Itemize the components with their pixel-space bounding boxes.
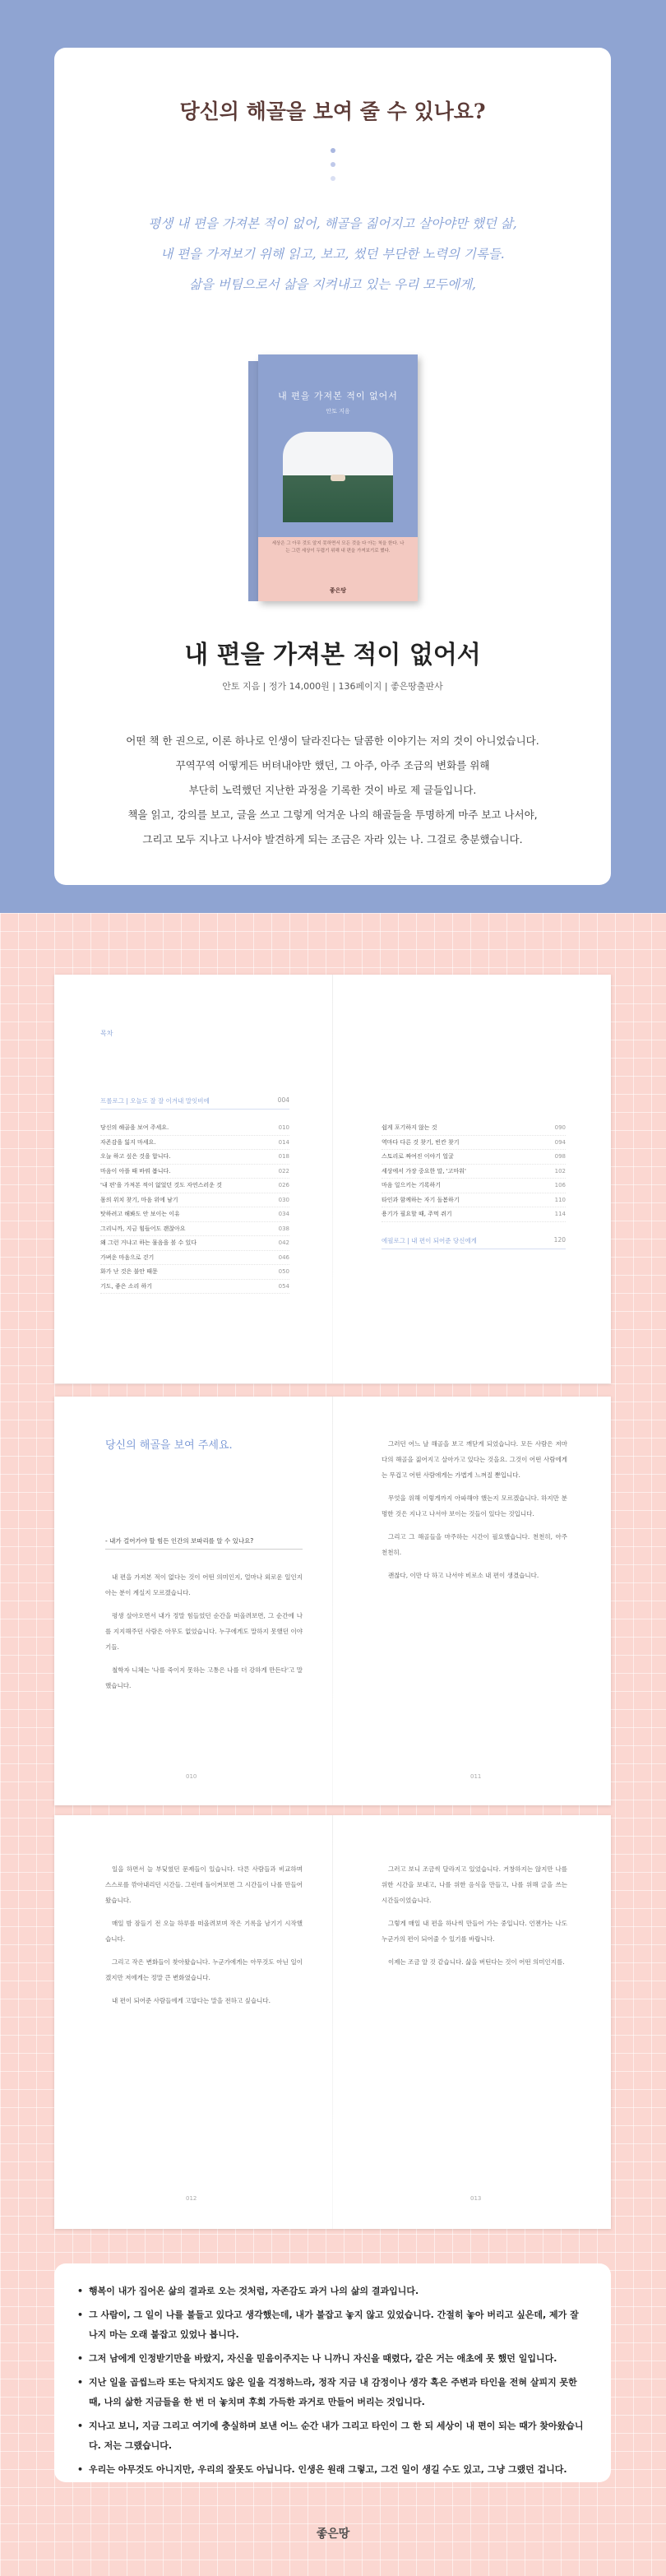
toc-item	[382, 1165, 566, 1179]
toc-item-title: 탓하려고 해봐도 안 보이는 이유	[100, 1211, 180, 1217]
chapter-title: 당신의 해골을 보여 주세요.	[105, 1439, 233, 1452]
toc-item	[100, 1165, 289, 1179]
cover-publisher: 좋은땅	[329, 587, 347, 594]
page-number: 011	[470, 1773, 482, 1780]
description-line: 그리고 모두 지나고 나서야 발견하게 되는 조금은 자라 있는 나. 그걸로 충분했습니다.	[142, 833, 523, 846]
toc-item-title: '내 편'을 가져본 적이 없었던 것도 자연스러운 것	[100, 1182, 222, 1188]
description-line: 책을 읽고, 강의를 보고, 글을 쓰고 그렇게 억겨운 나의 해골들을 투명하게 마주 보고 나서야,	[127, 808, 538, 821]
toc-item-page: 106	[554, 1182, 566, 1188]
paragraph: 그러던 어느 날 해골을 보고 깨닫게 되었습니다. 모든 사람은 저마다의 해골을 짊어지고 살아가고 있다는 것을요. 그것이 어떤 사람에게는 무겁고 어떤 사람에게는 가볍게 느껴질 뿐입니다.	[382, 1440, 567, 1479]
toc-item	[100, 1121, 289, 1136]
toc-part-title: 프롤로그 | 오늘도 잘 잘 이겨내 말잇비에	[100, 1097, 210, 1105]
page-gutter	[332, 1815, 333, 2229]
highlight-item: • 그저 남에게 인정받기만을 바랐지, 자신을 믿음이주지는 나 니까니 자신을 때렸다, 같은 거는 애초에 못 했던 일입니다.	[77, 2349, 588, 2369]
cover-title: 내 편을 가져본 적이 없어서	[278, 391, 398, 401]
highlight-item: • 우리는 아무것도 아니지만, 우리의 잘못도 아닙니다. 인생은 원래 그렇고, 그건 일이 생길 수도 있고, 그냥 그랬던 겁니다.	[77, 2460, 588, 2480]
highlight-list	[77, 2282, 588, 2480]
paragraph: 내 편을 가져본 적이 없다는 것이 어떤 의미인지, 얼마나 외로운 일인지 아는 분이 계실지 모르겠습니다.	[105, 1573, 303, 1596]
paragraph: 매일 밤 잠들기 전 오늘 하루를 떠올려보며 작은 기록을 남기기 시작했습니다.	[105, 1920, 303, 1943]
quote-line: 내 편을 가져보기 위해 읽고, 보고, 썼던 부단한 노력의 기록들.	[160, 247, 505, 262]
page-spread-preview	[54, 1815, 611, 2229]
toc-item-title: 오늘 하고 싶은 것을 합니다.	[100, 1153, 171, 1160]
toc-item-title: 그리니까, 지금 힘들어도 괜찮아요	[100, 1225, 186, 1232]
toc-item-page: 094	[554, 1138, 566, 1146]
toc-item	[100, 1193, 289, 1208]
toc-part-page: 120	[553, 1236, 566, 1244]
toc-part-title: 에필로그 | 내 편이 되어준 당신에게	[382, 1237, 477, 1244]
toc-item-title: 용기가 필요할 때, 주먹 쥐기	[382, 1211, 452, 1217]
toc-list-left	[100, 1121, 289, 1294]
dot-icon	[331, 148, 335, 153]
toc-item-page: 114	[554, 1211, 566, 1217]
toc-item-title: 당신의 해골을 보여 주세요.	[100, 1124, 169, 1131]
toc-item-page: 018	[278, 1153, 289, 1160]
paragraph: 철학자 니체는 '나를 죽이지 못하는 고통은 나를 더 강하게 만든다'고 말했습니다.	[105, 1666, 303, 1689]
toc-item-page: 110	[554, 1196, 566, 1203]
toc-item-page: 026	[278, 1182, 289, 1188]
hero-title: 당신의 해골을 보여 줄 수 있나요?	[179, 100, 486, 123]
publisher-logo: 좋은땅	[316, 2527, 350, 2541]
cover-illustration	[283, 432, 393, 522]
highlight-item: • 행복이 내가 집어온 삶의 결과로 오는 것처럼, 자존감도 과거 나의 삶의 결과입니다.	[77, 2282, 588, 2301]
page-number: 010	[186, 1773, 197, 1780]
book-info-card	[54, 48, 611, 885]
right-page-text	[382, 1861, 567, 1977]
toc-item-page: 038	[278, 1225, 289, 1232]
toc-item-page: 050	[278, 1268, 289, 1275]
description-line: 어떤 책 한 권으로, 이론 하나로 인생이 달라진다는 달콤한 이야기는 저의 것이 아니었습니다.	[126, 734, 539, 747]
toc-item-page: 014	[278, 1138, 289, 1146]
toc-part-epilogue	[382, 1236, 566, 1249]
toc-item	[382, 1207, 566, 1222]
toc-item-title: 세상에서 가장 중요한 말, '고마워'	[382, 1167, 466, 1174]
person-icon	[331, 475, 345, 481]
toc-item-page: 102	[554, 1167, 566, 1174]
toc-item-title: 역마다 다른 것 찾기, 빈칸 찾기	[382, 1138, 460, 1146]
highlight-item: • 지나고 보니, 지금 그리고 여기에 충실하며 보낸 어느 순간 내가 그리고 타인이 그 한 되 세상이 내 편이 되는 때가 찾아왔습니다. 저는 그랬습니다.	[77, 2416, 588, 2456]
hero-quote	[54, 209, 611, 300]
book-cover	[248, 354, 418, 601]
toc-item	[100, 1236, 289, 1251]
toc-item-title: 가벼운 마음으로 걷기	[100, 1253, 155, 1261]
paragraph: 일을 하면서 늘 부딪혔던 문제들이 있습니다. 다른 사람들과 비교하며 스스로를 깎아내리던 시간들. 그런데 돌이켜보면 그 시간들이 나를 만들어 왔습니다.	[105, 1865, 303, 1904]
paragraph: 이제는 조금 알 것 같습니다. 삶을 버틴다는 것이 어떤 의미인지를.	[388, 1958, 565, 1966]
toc-item-title: 기도, 좋은 소리 하기	[100, 1282, 152, 1290]
toc-item-title: 자존감을 잃지 마세요.	[100, 1138, 156, 1146]
page-gutter	[332, 975, 333, 1383]
left-page-text	[105, 1569, 303, 1701]
toc-item	[382, 1179, 566, 1193]
highlight-item: • 지난 일을 곱씹느라 또는 닥치지도 않은 일을 걱정하느라, 정작 지금 내 감정이나 생각 혹은 주변과 타인을 전혀 살피지 못한 때, 나의 삶한 지금들을 한 번 더 놓치며 후회 가득한 과거로 만들어 버리는 것입니다.	[77, 2373, 588, 2412]
toc-item-page: 046	[278, 1253, 289, 1261]
paragraph: 그리고 작은 변화들이 찾아왔습니다. 누군가에게는 아무것도 아닌 일이겠지만 저에게는 정말 큰 변화였습니다.	[105, 1958, 303, 1981]
paragraph: 내 편이 되어준 사람들에게 고맙다는 말을 전하고 싶습니다.	[112, 1997, 271, 2004]
toc-item-title: 화가 난 것은 불안 때문	[100, 1268, 158, 1275]
toc-item	[100, 1136, 289, 1151]
toc-label: 목차	[100, 1030, 113, 1037]
toc-item	[382, 1150, 566, 1165]
toc-item-title: 몸의 위치 찾기, 마음 위에 남기	[100, 1196, 178, 1203]
toc-item-page: 022	[278, 1167, 289, 1174]
book-meta: 안토 지음 | 정가 14,000원 | 136페이지 | 좋은땅출판사	[222, 681, 443, 692]
page-number: 013	[470, 2195, 482, 2202]
toc-item-title: 마음 일으키는 기록하기	[382, 1182, 442, 1188]
toc-item-title: 마음이 아플 때 바꿔 봅니다.	[100, 1167, 171, 1174]
quote-line: 평생 내 편을 가져본 적이 없어, 해골을 짊어지고 살아야만 했던 삶,	[148, 216, 517, 231]
toc-item	[100, 1150, 289, 1165]
toc-item	[382, 1136, 566, 1151]
toc-item-page: 098	[554, 1153, 566, 1160]
page-gutter	[332, 1397, 333, 1805]
toc-item-page: 054	[278, 1282, 289, 1290]
highlight-quotes	[54, 2263, 611, 2482]
toc-item-page: 090	[554, 1124, 566, 1131]
toc-item	[100, 1207, 289, 1222]
dot-icon	[331, 162, 335, 167]
book-front	[258, 354, 418, 601]
toc-item	[382, 1193, 566, 1208]
toc-item	[382, 1121, 566, 1136]
toc-item	[100, 1280, 289, 1295]
description-line: 꾸역꾸역 어떻게든 버텨내야만 했던, 그 아주, 아주 조금의 변화를 위해	[175, 759, 490, 771]
toc-item-page: 042	[278, 1239, 289, 1246]
paragraph: 괜찮다, 이만 다 하고 나서야 비로소 내 편이 생겼습니다.	[388, 1572, 539, 1579]
book-title: 내 편을 가져본 적이 없어서	[184, 641, 481, 669]
cover-blurb: 세상은 그 아무 것도 알지 못하면서 모든 것을 다 아는 척을 한다. 나는 그런 세상이 두렵기 위해 내 편을 가져보기로 했다.	[271, 541, 405, 554]
paragraph: 그러고 보니 조금씩 달라지고 있었습니다. 거창하지는 않지만 나를 위한 시간을 보내고, 나를 위한 음식을 만들고, 나를 위해 글을 쓰는 시간들이었습니다.	[382, 1865, 567, 1904]
toc-part-page: 004	[277, 1096, 289, 1104]
right-page-text	[382, 1436, 567, 1591]
toc-item-title: 왜 그런 거냐고 하는 물음을 볼 수 있다	[100, 1239, 197, 1246]
cover-author: 안토 지음	[326, 408, 350, 415]
toc-preview	[54, 975, 611, 1383]
paragraph: 무엇을 위해 이렇게까지 아파해야 했는지 모르겠습니다. 하지만 분명한 것은 지나고 나서야 보이는 것들이 있다는 것입니다.	[382, 1494, 567, 1517]
dot-icon	[331, 176, 335, 181]
paragraph: 그리고 그 해골들을 마주하는 시간이 필요했습니다. 천천히, 아주 천천히.	[382, 1533, 567, 1556]
quote-line: 삶을 버팀으로서 삶을 지켜내고 있는 우리 모두에게,	[189, 277, 476, 292]
page-number: 012	[186, 2195, 197, 2202]
toc-item	[100, 1251, 289, 1266]
toc-item-title: 스토리로 짜여진 이야기 얼굴	[382, 1153, 454, 1160]
toc-item	[100, 1222, 289, 1237]
toc-item-page: 030	[278, 1196, 289, 1203]
page-spread-preview	[54, 1397, 611, 1805]
toc-part-prologue	[100, 1096, 289, 1110]
divider-dots	[331, 148, 335, 190]
toc-item-page: 034	[278, 1211, 289, 1217]
toc-item	[100, 1265, 289, 1280]
highlight-item: • 그 사람이, 그 일이 나를 불들고 있다고 생각했는데, 내가 불잡고 놓지 않고 있었습니다. 간절히 놓아 버리고 싶은데, 제가 잘 나지 마는 오래 붙잡고 있었나 봅니다.	[77, 2305, 588, 2345]
book-description	[54, 729, 611, 852]
description-line: 부단히 노력했던 지난한 과정을 기록한 것이 바로 제 글들입니다.	[188, 784, 477, 796]
paragraph: 그렇게 매일 내 편을 하나씩 만들어 가는 중입니다. 언젠가는 나도 누군가의 편이 되어줄 수 있기를 바랍니다.	[382, 1920, 567, 1943]
chapter-subtitle: - 내가 걸어가야 할 힘든 인간의 보따리를 알 수 있나요?	[105, 1536, 303, 1550]
left-page-text	[105, 1861, 303, 2016]
toc-item-title: 쉽게 포기하지 않는 것	[382, 1124, 437, 1131]
toc-item-title: 타인과 함께하는 자기 돌봄하기	[382, 1196, 460, 1203]
toc-list-right	[382, 1121, 566, 1222]
paragraph: 평생 살아오면서 내가 정말 힘들었던 순간을 떠올려보면, 그 순간에 나를 지지해주던 사람은 아무도 없었습니다. 누구에게도 말하지 못했던 이야기들.	[105, 1612, 303, 1651]
toc-item-page: 010	[278, 1124, 289, 1131]
toc-item	[100, 1179, 289, 1193]
